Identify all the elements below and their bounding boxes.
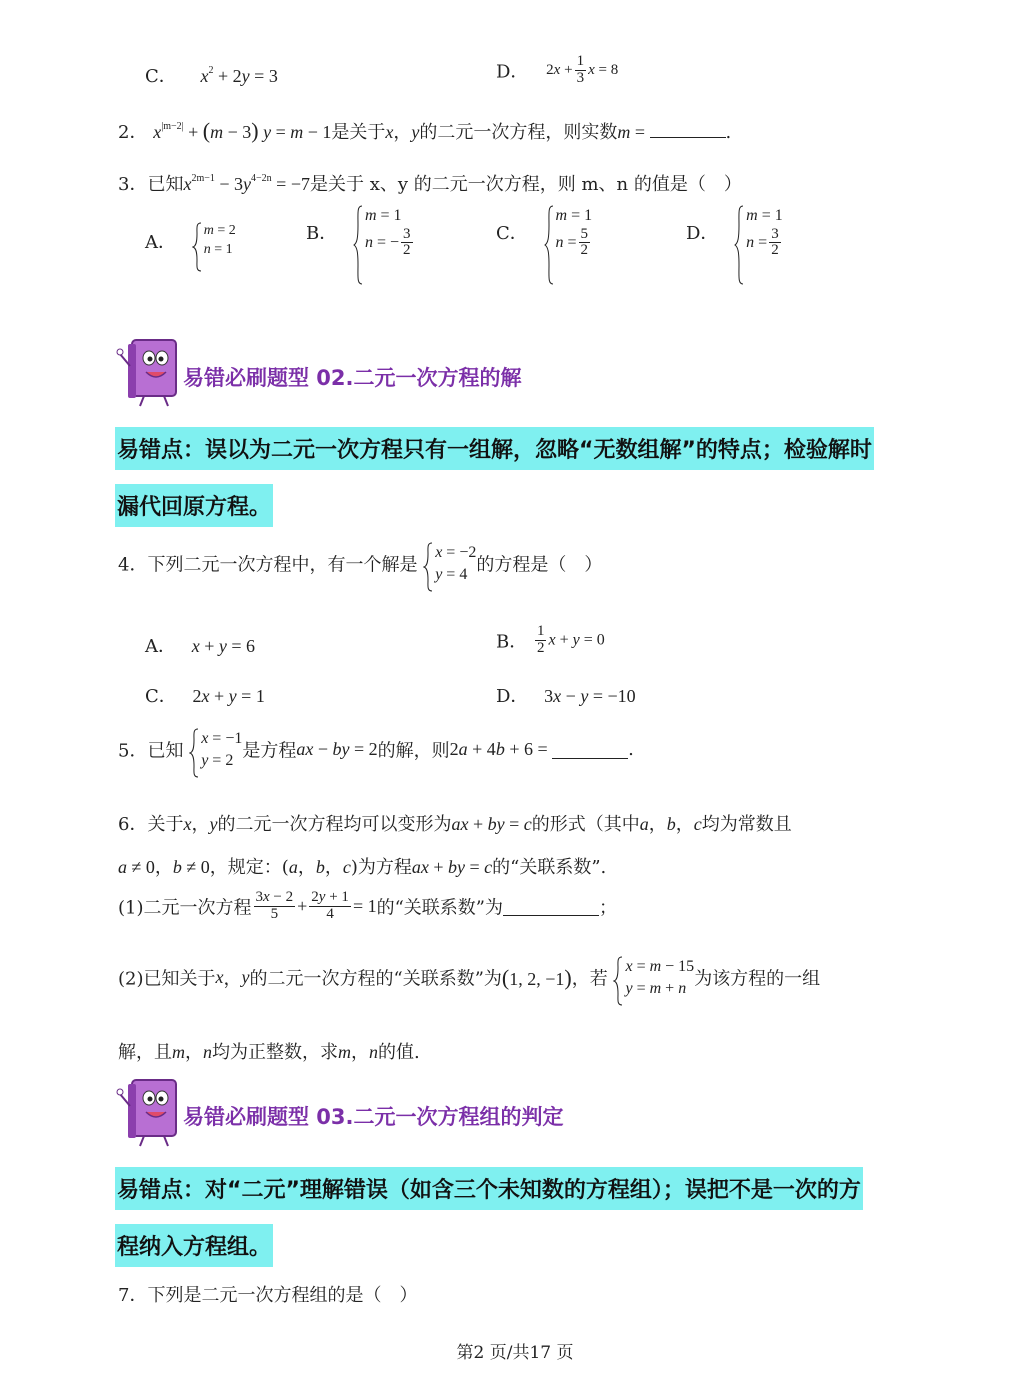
q4-option-d: D． 3x − y = −10 [496,686,636,707]
question-5: 5．已知 x = −1 y = 2 是方程ax − by = 2的解，则2a + 4b + 6 = . [118,728,634,771]
q1-option-c: C． $x^2 + 2y = 3$ [145,65,278,87]
section-02-title: 易错必刷题型 02.二元一次方程的解 [183,366,522,390]
question-6-part1: (1)二元一次方程 $\frac{3x - 2}{5}$ + $\frac{2y + 1}{4}$ = 1的“关联系数”为 ； [118,889,617,922]
answer-blank[interactable] [503,897,599,916]
question-2: 2． $x^{|m-2|} + (m - 3) y = m - 1$是关于x，y的二元一次方程，则实数m = . [118,118,732,143]
page-footer: 第2 页/共17 页 [456,1343,574,1363]
q4-option-c: C． 2x + y = 1 [145,686,265,707]
section-03-note-line2: 程纳入方程组。 [115,1224,273,1267]
answer-blank[interactable] [650,119,726,138]
book-mascot-icon [116,1076,184,1148]
q4-option-a: A． x + y = 6 [145,636,256,657]
q3-option-c: C． m = 1 n = $\frac{5}{2}$ [496,205,592,259]
question-6-part2: (2)已知关于x，y的二元一次方程的“关联系数”为(1, 2, −1)，若 x = m − 15 y = m + n 为该方程的一组 [118,956,820,999]
answer-blank[interactable] [552,740,628,759]
question-7: 7．下列是二元一次方程组的是（ ） [118,1285,418,1306]
q4-option-b: B． $\frac{1}{2}$ x + y = 0 [496,623,605,656]
q3-option-a: A． m = 2 n = 1 [145,222,236,260]
section-03-note-line1: 易错点：对“二元”理解错误（如含三个未知数的方程组）；误把不是一次的方 [115,1167,863,1210]
question-4: 4．下列二元一次方程中，有一个解是 x = −2 y = 4 的方程是（ ） [118,542,602,585]
q3-option-d: D． m = 1 n = $\frac{3}{2}$ [686,205,783,259]
section-03-title: 易错必刷题型 03.二元一次方程组的判定 [183,1105,564,1129]
question-6-line2: a ≠ 0，b ≠ 0，规定：(a，b，c)为方程ax + by = c的“关联系数”. [118,857,607,878]
section-02-note-line2: 漏代回原方程。 [115,484,273,527]
section-02-note-line1: 易错点：误以为二元一次方程只有一组解，忽略“无数组解”的特点；检验解时 [115,427,874,470]
question-6-part2-line2: 解，且m，n均为正整数，求m，n的值. [118,1042,420,1063]
question-3: 3．已知$x^{2m-1} - 3y^{4-2n} = -7$是关于 x、y 的二元一次方程，则 m、n 的值是（ ） [118,173,742,195]
book-mascot-icon [116,336,184,408]
question-6-line1: 6．关于x，y的二元一次方程均可以变形为ax + by = c的形式（其中a，b，c均为常数且 [118,814,792,835]
q3-option-b: B． m = 1 n = − $\frac{3}{2}$ [306,205,415,259]
q1-option-d: D． 2x + $\frac{1}{3}$ x = 8 [496,53,619,86]
